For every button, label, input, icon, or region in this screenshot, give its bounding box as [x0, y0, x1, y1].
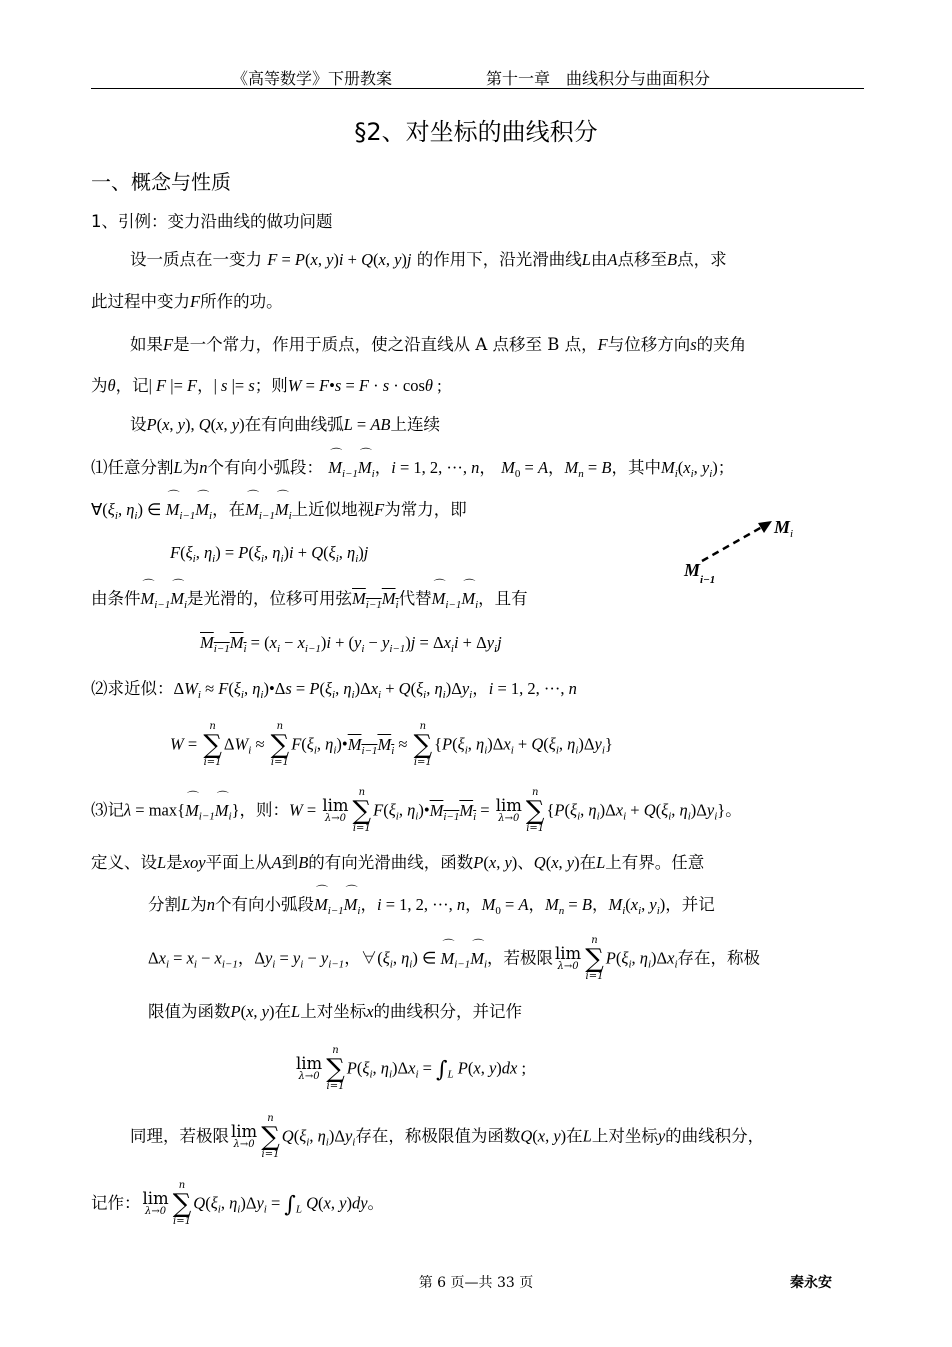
paragraph-line: 同理，若极限 lim λ→0 n ∑ i=1 $Q(\xi_i$, $\eta_i)\Delta y_i$存在，称极限值为函数Q(x, y)在L上对坐标y的曲线积分，	[130, 1113, 765, 1160]
author-name: 秦永安	[790, 1275, 832, 1291]
subsection-heading: 1、引例：变力沿曲线的做功问题	[91, 212, 333, 231]
definition-line: 限值为函数P(x, y)在L上对坐标x的曲线积分，并记作	[148, 1002, 523, 1021]
header-chapter: 第十一章 曲线积分与曲面积分	[486, 69, 711, 88]
figure-label-mi-1: $M_{i-1}$	[684, 560, 716, 586]
formula-chord: $M_{i-1}M_i = (x_i - x_{i-1})i + (y_i - y_{i-1})j = \Delta x_ii + \Delta y_ij$	[200, 633, 502, 655]
definition-line: 分割L为n个有向小弧段⌒ $M_{i-1}⌒$ $M_i$，i = 1, 2, ···, n，$M_0 = A$，$M_n = B$，$M_i(x_i$, $y_i$)，并记	[148, 893, 715, 923]
step-2-line: ⑵求近似：$\Delta W_i \approx F(\xi_i$, $\eta_i)•\Delta s = P(\xi_i$, $\eta_i)\Delta x_i + Q(\xi_i$, $\eta_i)\Delta y_i$，i = 1, 2, ···, n	[91, 679, 577, 701]
dashed-displacement-line	[702, 527, 762, 561]
page-number: 第 6 页—共 33 页	[418, 1275, 534, 1291]
paragraph-line: 此过程中变力F所作的功。	[91, 292, 283, 311]
paragraph-line: 由条件⌒ $M_{i-1}⌒$ $M_i$是光滑的，位移可用弦$M_{i-1}M_i$代替⌒ $M_{i-1}⌒$ $M_i$，且有	[91, 587, 528, 617]
definition-line: 定义、设L是xoy平面上从A到B的有向光滑曲线，函数P(x, y)、Q(x, y)在L上有界。任意	[91, 853, 705, 872]
definition-line: $\Delta x_i = x_i - x_{i-1}$，$\Delta y_i = y_i - y_{i-1}$，$\forall(\xi_i$, $\eta_i$) ∈ ⌒ $M_{i-1}⌒$ $M_i$，若极限 lim λ→0 n ∑ i=1 $P(\xi_i$, $\eta_i)\Delta x_i$存在，称极	[148, 936, 760, 986]
header-rule	[91, 88, 864, 89]
paragraph-line: 记作： lim λ→0 n ∑ i=1 $Q(\xi_i$, $\eta_i)\Delta y_i = \int_L$ Q(x, y)dy。	[91, 1180, 385, 1227]
header-book-title: 《高等数学》下册教案	[232, 69, 393, 88]
paragraph-line: 为θ，记| F |= F，| s |= s；则W = F•s = F · s · cosθ ;	[91, 376, 442, 395]
step-1-line: $\forall(\xi_i$, $\eta_i$) ∈ ⌒ $M_{i-1}⌒$ $M_i$，在⌒ $M_{i-1}⌒$ $M_i$上近似地视F为常力，即	[91, 498, 467, 528]
formula-work-sum: W = n ∑ i=1 $\Delta W_i$ ≈ n ∑ i=1 $F(\xi_i$, $\eta_i)•M_{i-1}M_i$ ≈ n ∑ i=1 {$P(\xi_i$, $\eta_i)\Delta x_i + Q(\xi_i$, $\eta_i)\Delta y_i$}	[170, 721, 613, 768]
paragraph-line: 如果F是一个常力，作用于质点，使之沿直线从 A 点移至 B 点，F与位移方向s的夹角	[130, 335, 747, 354]
section-heading: 一、概念与性质	[91, 170, 231, 194]
arrowhead-icon	[758, 521, 772, 533]
step-1-line: ⑴任意分割L为n个有向小弧段： ⌒ $M_{i-1}⌒$ $M_i$，i = 1, 2, ···, n， $M_0 = A$，$M_n = B$，其中$M_i(x_i$, $y_i$)；	[91, 456, 734, 486]
paragraph-line: 设P(x, y), Q(x, y)在有向曲线弧L = AB上连续	[130, 415, 440, 434]
step-3-line: ⑶记λ = max{⌒ $M_{i-1}⌒$ $M_i$}，则：W = lim λ→0 n ∑ i=1 $F(\xi_i$, $\eta_i)•M_{i-1}M_i$ = lim λ→0 n ∑ i=1 {$P(\xi_i$, $\eta_i)\Delta x_i + Q(\xi_i$, $\eta_i)\Delta y_i$}。	[91, 788, 742, 838]
page-title: §2、对坐标的曲线积分	[354, 118, 598, 146]
figure-label-mi: $M_i$	[774, 517, 794, 540]
formula-integral-x: lim λ→0 n ∑ i=1 $P(\xi_i$, $\eta_i)\Delta x_i = \int_L$ P(x, y)dx ;	[296, 1045, 527, 1092]
paragraph-line: 设一质点在一变力 F = P(x, y)i + Q(x, y)j 的作用下，沿光滑曲线L由A点移至B点，求	[130, 250, 727, 269]
formula-force: $F(\xi_i$, $\eta_i) = P(\xi_i$, $\eta_i)i + Q(\xi_i$, $\eta_i)j$	[170, 543, 369, 565]
